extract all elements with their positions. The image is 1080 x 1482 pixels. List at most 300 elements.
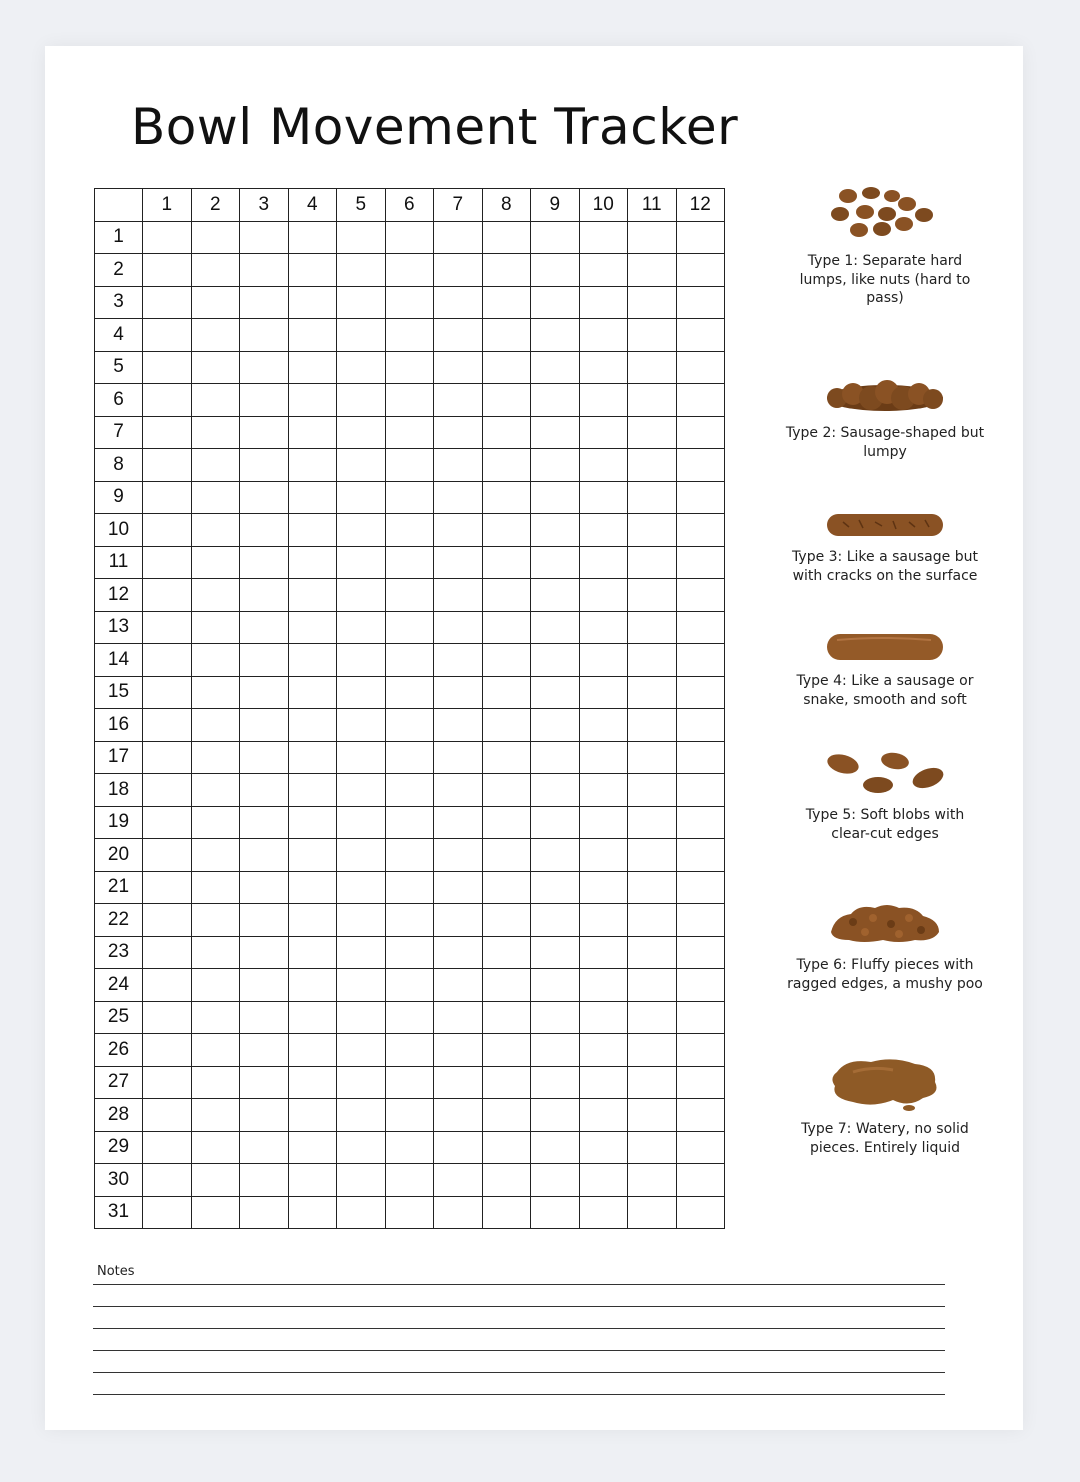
tracker-cell[interactable]	[531, 839, 580, 872]
tracker-cell[interactable]	[676, 806, 725, 839]
tracker-cell[interactable]	[482, 579, 531, 612]
tracker-cell[interactable]	[385, 871, 434, 904]
tracker-cell[interactable]	[628, 611, 677, 644]
tracker-cell[interactable]	[676, 741, 725, 774]
tracker-cell[interactable]	[385, 1164, 434, 1197]
tracker-cell[interactable]	[143, 449, 192, 482]
tracker-cell[interactable]	[482, 969, 531, 1002]
tracker-cell[interactable]	[628, 286, 677, 319]
tracker-cell[interactable]	[531, 384, 580, 417]
tracker-cell[interactable]	[191, 579, 240, 612]
tracker-cell[interactable]	[676, 286, 725, 319]
tracker-cell[interactable]	[288, 1001, 337, 1034]
tracker-cell[interactable]	[240, 416, 289, 449]
tracker-cell[interactable]	[143, 351, 192, 384]
tracker-cell[interactable]	[628, 514, 677, 547]
tracker-cell[interactable]	[434, 1001, 483, 1034]
tracker-cell[interactable]	[240, 806, 289, 839]
tracker-cell[interactable]	[191, 319, 240, 352]
tracker-cell[interactable]	[337, 871, 386, 904]
tracker-cell[interactable]	[579, 1131, 628, 1164]
tracker-cell[interactable]	[482, 676, 531, 709]
tracker-cell[interactable]	[676, 969, 725, 1002]
tracker-cell[interactable]	[482, 1164, 531, 1197]
tracker-cell[interactable]	[191, 384, 240, 417]
tracker-cell[interactable]	[531, 774, 580, 807]
tracker-cell[interactable]	[579, 579, 628, 612]
tracker-cell[interactable]	[385, 449, 434, 482]
tracker-cell[interactable]	[240, 221, 289, 254]
tracker-cell[interactable]	[337, 1099, 386, 1132]
tracker-cell[interactable]	[482, 741, 531, 774]
tracker-cell[interactable]	[191, 1034, 240, 1067]
tracker-cell[interactable]	[143, 481, 192, 514]
tracker-cell[interactable]	[288, 286, 337, 319]
tracker-cell[interactable]	[191, 904, 240, 937]
tracker-cell[interactable]	[240, 1099, 289, 1132]
tracker-cell[interactable]	[531, 579, 580, 612]
tracker-cell[interactable]	[531, 254, 580, 287]
tracker-cell[interactable]	[434, 709, 483, 742]
tracker-cell[interactable]	[337, 319, 386, 352]
tracker-cell[interactable]	[531, 806, 580, 839]
tracker-cell[interactable]	[434, 286, 483, 319]
tracker-cell[interactable]	[482, 709, 531, 742]
tracker-cell[interactable]	[676, 416, 725, 449]
tracker-cell[interactable]	[628, 351, 677, 384]
tracker-cell[interactable]	[288, 514, 337, 547]
tracker-cell[interactable]	[482, 774, 531, 807]
tracker-cell[interactable]	[579, 286, 628, 319]
tracker-cell[interactable]	[482, 839, 531, 872]
tracker-cell[interactable]	[240, 384, 289, 417]
tracker-cell[interactable]	[191, 1196, 240, 1229]
tracker-cell[interactable]	[337, 1034, 386, 1067]
tracker-cell[interactable]	[531, 481, 580, 514]
tracker-cell[interactable]	[191, 546, 240, 579]
tracker-cell[interactable]	[676, 839, 725, 872]
tracker-cell[interactable]	[579, 1066, 628, 1099]
tracker-cell[interactable]	[482, 221, 531, 254]
tracker-cell[interactable]	[143, 319, 192, 352]
tracker-cell[interactable]	[143, 514, 192, 547]
tracker-cell[interactable]	[579, 384, 628, 417]
tracker-cell[interactable]	[531, 286, 580, 319]
tracker-cell[interactable]	[434, 416, 483, 449]
tracker-cell[interactable]	[337, 1066, 386, 1099]
tracker-cell[interactable]	[482, 319, 531, 352]
tracker-cell[interactable]	[337, 904, 386, 937]
tracker-cell[interactable]	[628, 1001, 677, 1034]
tracker-cell[interactable]	[288, 969, 337, 1002]
tracker-cell[interactable]	[288, 319, 337, 352]
tracker-cell[interactable]	[191, 969, 240, 1002]
tracker-cell[interactable]	[143, 384, 192, 417]
tracker-cell[interactable]	[385, 774, 434, 807]
tracker-cell[interactable]	[579, 871, 628, 904]
tracker-cell[interactable]	[385, 221, 434, 254]
tracker-cell[interactable]	[240, 1196, 289, 1229]
tracker-cell[interactable]	[676, 254, 725, 287]
tracker-cell[interactable]	[288, 449, 337, 482]
tracker-cell[interactable]	[628, 1099, 677, 1132]
tracker-cell[interactable]	[143, 774, 192, 807]
tracker-cell[interactable]	[434, 1066, 483, 1099]
tracker-cell[interactable]	[434, 254, 483, 287]
tracker-cell[interactable]	[531, 319, 580, 352]
tracker-cell[interactable]	[191, 611, 240, 644]
tracker-cell[interactable]	[337, 611, 386, 644]
tracker-cell[interactable]	[579, 514, 628, 547]
tracker-cell[interactable]	[288, 611, 337, 644]
tracker-cell[interactable]	[676, 871, 725, 904]
tracker-cell[interactable]	[288, 1164, 337, 1197]
tracker-cell[interactable]	[385, 1001, 434, 1034]
tracker-cell[interactable]	[579, 709, 628, 742]
tracker-cell[interactable]	[676, 1164, 725, 1197]
tracker-cell[interactable]	[531, 1066, 580, 1099]
tracker-cell[interactable]	[240, 839, 289, 872]
tracker-cell[interactable]	[531, 1196, 580, 1229]
tracker-cell[interactable]	[434, 1164, 483, 1197]
tracker-cell[interactable]	[288, 481, 337, 514]
tracker-cell[interactable]	[579, 969, 628, 1002]
tracker-cell[interactable]	[240, 546, 289, 579]
tracker-cell[interactable]	[385, 254, 434, 287]
tracker-cell[interactable]	[531, 1099, 580, 1132]
tracker-cell[interactable]	[288, 936, 337, 969]
tracker-cell[interactable]	[676, 1034, 725, 1067]
tracker-cell[interactable]	[240, 449, 289, 482]
tracker-cell[interactable]	[628, 806, 677, 839]
tracker-cell[interactable]	[191, 741, 240, 774]
tracker-cell[interactable]	[337, 806, 386, 839]
tracker-cell[interactable]	[531, 871, 580, 904]
tracker-cell[interactable]	[482, 644, 531, 677]
tracker-cell[interactable]	[579, 546, 628, 579]
tracker-cell[interactable]	[337, 709, 386, 742]
tracker-cell[interactable]	[191, 449, 240, 482]
tracker-cell[interactable]	[434, 611, 483, 644]
tracker-cell[interactable]	[482, 416, 531, 449]
tracker-cell[interactable]	[337, 1164, 386, 1197]
tracker-cell[interactable]	[240, 644, 289, 677]
tracker-cell[interactable]	[482, 514, 531, 547]
tracker-cell[interactable]	[288, 1034, 337, 1067]
tracker-cell[interactable]	[337, 644, 386, 677]
tracker-cell[interactable]	[482, 1196, 531, 1229]
tracker-cell[interactable]	[240, 871, 289, 904]
tracker-cell[interactable]	[240, 904, 289, 937]
tracker-cell[interactable]	[434, 904, 483, 937]
tracker-cell[interactable]	[676, 319, 725, 352]
tracker-cell[interactable]	[143, 904, 192, 937]
tracker-cell[interactable]	[434, 644, 483, 677]
tracker-cell[interactable]	[579, 1034, 628, 1067]
tracker-cell[interactable]	[337, 286, 386, 319]
tracker-cell[interactable]	[191, 254, 240, 287]
tracker-cell[interactable]	[579, 936, 628, 969]
notes-line[interactable]	[93, 1350, 945, 1351]
tracker-cell[interactable]	[579, 449, 628, 482]
tracker-cell[interactable]	[337, 936, 386, 969]
tracker-cell[interactable]	[143, 1196, 192, 1229]
tracker-cell[interactable]	[385, 1066, 434, 1099]
tracker-cell[interactable]	[143, 676, 192, 709]
tracker-cell[interactable]	[288, 254, 337, 287]
tracker-cell[interactable]	[676, 514, 725, 547]
tracker-cell[interactable]	[240, 1034, 289, 1067]
tracker-cell[interactable]	[385, 969, 434, 1002]
tracker-cell[interactable]	[288, 676, 337, 709]
notes-line[interactable]	[93, 1394, 945, 1395]
tracker-cell[interactable]	[385, 676, 434, 709]
tracker-cell[interactable]	[676, 1001, 725, 1034]
tracker-cell[interactable]	[191, 676, 240, 709]
tracker-cell[interactable]	[191, 709, 240, 742]
tracker-cell[interactable]	[337, 514, 386, 547]
tracker-cell[interactable]	[191, 644, 240, 677]
tracker-cell[interactable]	[531, 904, 580, 937]
tracker-cell[interactable]	[385, 904, 434, 937]
tracker-cell[interactable]	[143, 221, 192, 254]
tracker-cell[interactable]	[676, 904, 725, 937]
tracker-cell[interactable]	[337, 449, 386, 482]
tracker-cell[interactable]	[531, 936, 580, 969]
tracker-cell[interactable]	[143, 1001, 192, 1034]
tracker-cell[interactable]	[482, 1131, 531, 1164]
tracker-cell[interactable]	[337, 1131, 386, 1164]
tracker-cell[interactable]	[385, 741, 434, 774]
notes-line[interactable]	[93, 1328, 945, 1329]
tracker-cell[interactable]	[191, 1131, 240, 1164]
tracker-cell[interactable]	[385, 286, 434, 319]
tracker-cell[interactable]	[143, 1164, 192, 1197]
tracker-cell[interactable]	[482, 806, 531, 839]
tracker-cell[interactable]	[628, 384, 677, 417]
tracker-cell[interactable]	[288, 221, 337, 254]
tracker-cell[interactable]	[385, 709, 434, 742]
tracker-cell[interactable]	[191, 481, 240, 514]
tracker-cell[interactable]	[337, 546, 386, 579]
tracker-cell[interactable]	[628, 644, 677, 677]
tracker-cell[interactable]	[434, 806, 483, 839]
tracker-cell[interactable]	[531, 1001, 580, 1034]
tracker-cell[interactable]	[385, 1034, 434, 1067]
tracker-cell[interactable]	[628, 709, 677, 742]
tracker-cell[interactable]	[191, 1099, 240, 1132]
tracker-cell[interactable]	[482, 254, 531, 287]
tracker-cell[interactable]	[385, 936, 434, 969]
tracker-cell[interactable]	[337, 351, 386, 384]
tracker-cell[interactable]	[482, 611, 531, 644]
tracker-cell[interactable]	[579, 351, 628, 384]
tracker-cell[interactable]	[531, 221, 580, 254]
tracker-cell[interactable]	[143, 969, 192, 1002]
tracker-cell[interactable]	[191, 286, 240, 319]
tracker-cell[interactable]	[240, 969, 289, 1002]
tracker-cell[interactable]	[579, 1196, 628, 1229]
tracker-cell[interactable]	[628, 1131, 677, 1164]
tracker-cell[interactable]	[579, 676, 628, 709]
tracker-cell[interactable]	[434, 839, 483, 872]
tracker-cell[interactable]	[143, 806, 192, 839]
tracker-cell[interactable]	[434, 351, 483, 384]
tracker-cell[interactable]	[288, 871, 337, 904]
tracker-cell[interactable]	[628, 839, 677, 872]
tracker-cell[interactable]	[240, 481, 289, 514]
tracker-cell[interactable]	[240, 579, 289, 612]
tracker-cell[interactable]	[337, 969, 386, 1002]
tracker-cell[interactable]	[531, 1164, 580, 1197]
tracker-cell[interactable]	[482, 286, 531, 319]
tracker-cell[interactable]	[676, 384, 725, 417]
tracker-cell[interactable]	[531, 1034, 580, 1067]
tracker-cell[interactable]	[676, 579, 725, 612]
tracker-cell[interactable]	[385, 1196, 434, 1229]
tracker-cell[interactable]	[288, 644, 337, 677]
tracker-cell[interactable]	[676, 221, 725, 254]
tracker-cell[interactable]	[288, 384, 337, 417]
tracker-cell[interactable]	[288, 579, 337, 612]
tracker-cell[interactable]	[628, 319, 677, 352]
tracker-cell[interactable]	[143, 611, 192, 644]
tracker-cell[interactable]	[482, 936, 531, 969]
tracker-cell[interactable]	[579, 644, 628, 677]
tracker-cell[interactable]	[676, 1066, 725, 1099]
tracker-cell[interactable]	[288, 546, 337, 579]
tracker-cell[interactable]	[434, 1196, 483, 1229]
tracker-cell[interactable]	[628, 904, 677, 937]
tracker-cell[interactable]	[385, 319, 434, 352]
tracker-cell[interactable]	[143, 1066, 192, 1099]
tracker-cell[interactable]	[676, 449, 725, 482]
tracker-cell[interactable]	[628, 1164, 677, 1197]
tracker-cell[interactable]	[143, 1034, 192, 1067]
tracker-cell[interactable]	[385, 514, 434, 547]
tracker-cell[interactable]	[579, 806, 628, 839]
tracker-cell[interactable]	[288, 1196, 337, 1229]
tracker-cell[interactable]	[628, 449, 677, 482]
tracker-cell[interactable]	[385, 416, 434, 449]
tracker-cell[interactable]	[240, 286, 289, 319]
tracker-cell[interactable]	[579, 1099, 628, 1132]
tracker-cell[interactable]	[191, 839, 240, 872]
tracker-cell[interactable]	[482, 449, 531, 482]
tracker-cell[interactable]	[579, 774, 628, 807]
tracker-cell[interactable]	[434, 871, 483, 904]
tracker-cell[interactable]	[191, 221, 240, 254]
tracker-cell[interactable]	[288, 741, 337, 774]
tracker-cell[interactable]	[531, 709, 580, 742]
tracker-cell[interactable]	[579, 1164, 628, 1197]
tracker-cell[interactable]	[579, 904, 628, 937]
tracker-cell[interactable]	[531, 546, 580, 579]
tracker-cell[interactable]	[288, 1066, 337, 1099]
tracker-cell[interactable]	[288, 839, 337, 872]
tracker-cell[interactable]	[628, 741, 677, 774]
tracker-cell[interactable]	[385, 839, 434, 872]
tracker-cell[interactable]	[143, 416, 192, 449]
tracker-cell[interactable]	[434, 384, 483, 417]
tracker-cell[interactable]	[434, 221, 483, 254]
tracker-cell[interactable]	[531, 514, 580, 547]
tracker-cell[interactable]	[385, 644, 434, 677]
tracker-cell[interactable]	[531, 416, 580, 449]
tracker-cell[interactable]	[482, 904, 531, 937]
notes-line[interactable]	[93, 1284, 945, 1285]
tracker-cell[interactable]	[143, 1099, 192, 1132]
tracker-cell[interactable]	[434, 579, 483, 612]
tracker-cell[interactable]	[337, 839, 386, 872]
tracker-cell[interactable]	[434, 1034, 483, 1067]
tracker-cell[interactable]	[143, 871, 192, 904]
tracker-cell[interactable]	[434, 774, 483, 807]
tracker-cell[interactable]	[143, 546, 192, 579]
tracker-cell[interactable]	[531, 741, 580, 774]
tracker-cell[interactable]	[240, 741, 289, 774]
tracker-cell[interactable]	[628, 969, 677, 1002]
tracker-cell[interactable]	[288, 774, 337, 807]
tracker-cell[interactable]	[240, 936, 289, 969]
tracker-cell[interactable]	[385, 611, 434, 644]
tracker-cell[interactable]	[676, 676, 725, 709]
tracker-cell[interactable]	[676, 1196, 725, 1229]
tracker-cell[interactable]	[143, 709, 192, 742]
tracker-cell[interactable]	[434, 481, 483, 514]
tracker-cell[interactable]	[482, 1001, 531, 1034]
tracker-cell[interactable]	[143, 936, 192, 969]
tracker-cell[interactable]	[482, 1099, 531, 1132]
tracker-cell[interactable]	[385, 384, 434, 417]
tracker-cell[interactable]	[191, 1164, 240, 1197]
tracker-cell[interactable]	[143, 286, 192, 319]
tracker-cell[interactable]	[482, 481, 531, 514]
tracker-cell[interactable]	[191, 514, 240, 547]
tracker-cell[interactable]	[628, 254, 677, 287]
tracker-cell[interactable]	[337, 774, 386, 807]
tracker-cell[interactable]	[240, 611, 289, 644]
tracker-cell[interactable]	[240, 1164, 289, 1197]
tracker-cell[interactable]	[434, 936, 483, 969]
tracker-cell[interactable]	[191, 351, 240, 384]
tracker-cell[interactable]	[676, 936, 725, 969]
tracker-cell[interactable]	[385, 481, 434, 514]
tracker-cell[interactable]	[143, 579, 192, 612]
tracker-cell[interactable]	[288, 709, 337, 742]
tracker-cell[interactable]	[628, 676, 677, 709]
tracker-cell[interactable]	[337, 416, 386, 449]
tracker-cell[interactable]	[531, 351, 580, 384]
tracker-cell[interactable]	[482, 351, 531, 384]
tracker-cell[interactable]	[337, 579, 386, 612]
tracker-cell[interactable]	[288, 351, 337, 384]
tracker-cell[interactable]	[482, 384, 531, 417]
tracker-cell[interactable]	[434, 969, 483, 1002]
tracker-cell[interactable]	[628, 1034, 677, 1067]
tracker-cell[interactable]	[337, 221, 386, 254]
tracker-cell[interactable]	[676, 644, 725, 677]
tracker-cell[interactable]	[531, 611, 580, 644]
tracker-cell[interactable]	[579, 221, 628, 254]
tracker-cell[interactable]	[579, 1001, 628, 1034]
tracker-cell[interactable]	[579, 741, 628, 774]
tracker-cell[interactable]	[434, 514, 483, 547]
tracker-cell[interactable]	[240, 1001, 289, 1034]
tracker-cell[interactable]	[240, 254, 289, 287]
tracker-cell[interactable]	[676, 546, 725, 579]
tracker-cell[interactable]	[191, 871, 240, 904]
